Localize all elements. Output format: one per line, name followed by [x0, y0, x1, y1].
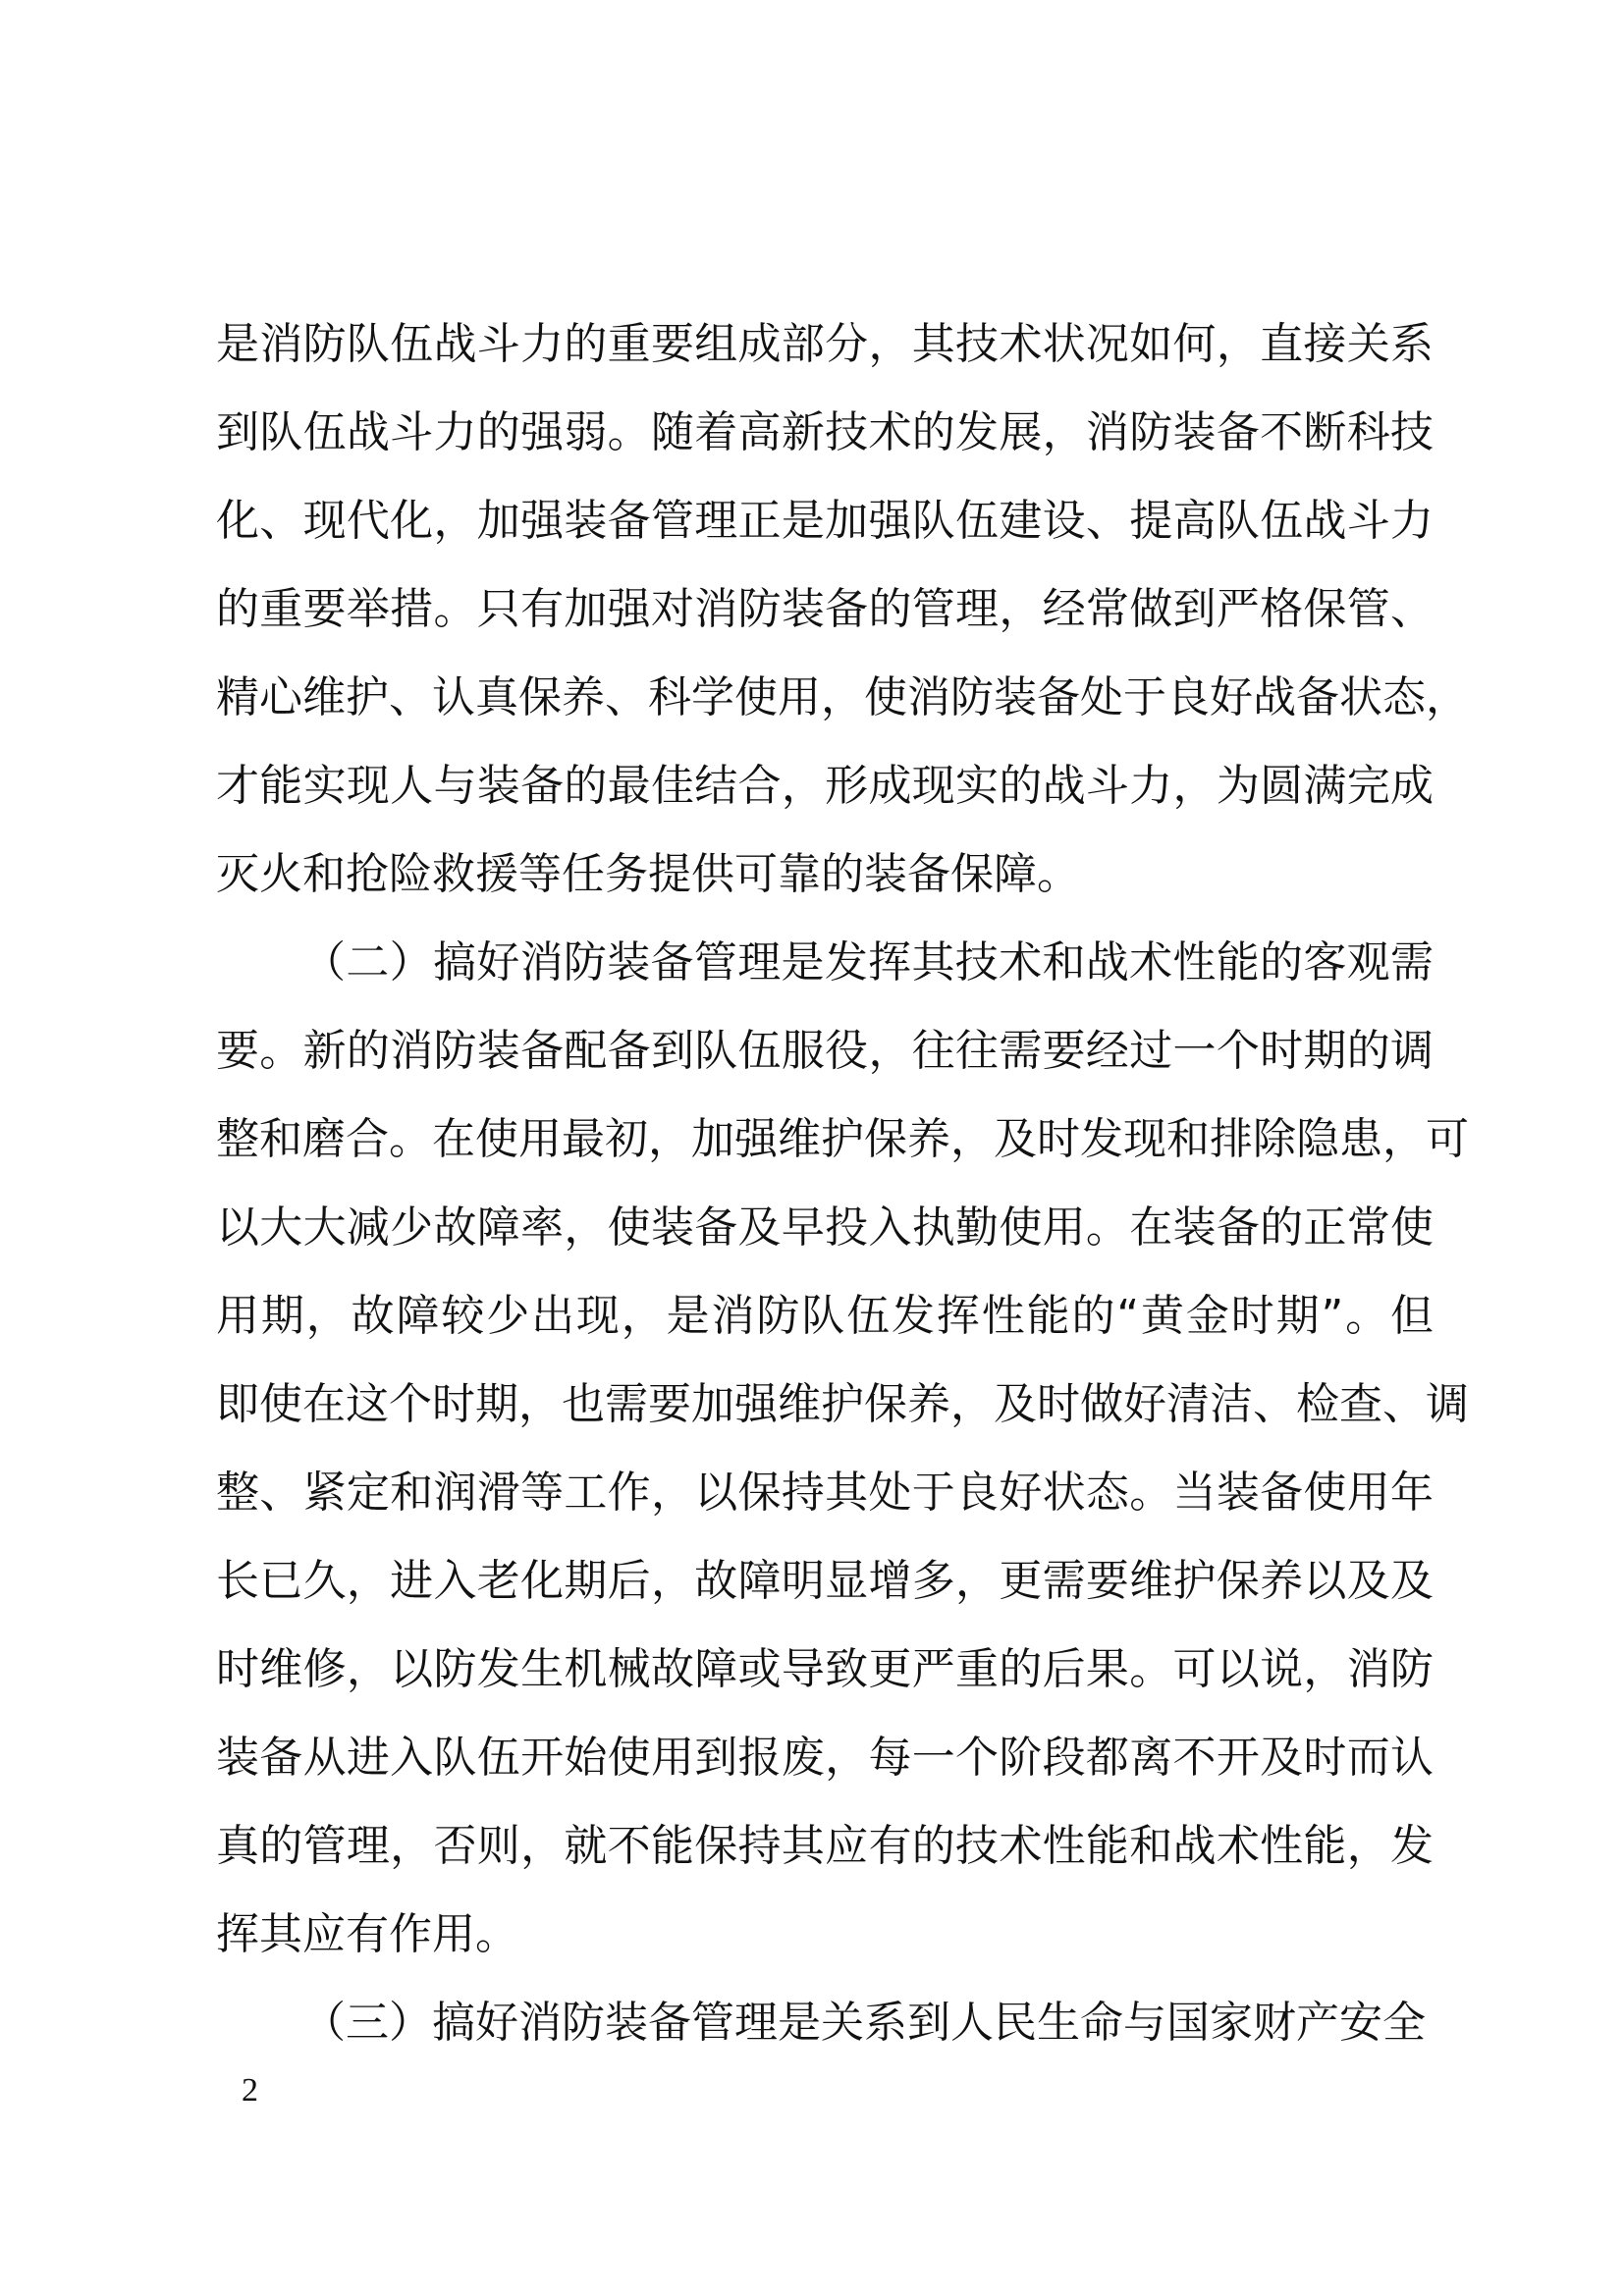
text-line: 即使在这个时期，也需要加强维护保养，及时做好清洁、检查、调	[216, 1379, 1469, 1429]
text-line: 时维修，以防发生机械故障或导致更严重的后果。可以说，消防	[216, 1644, 1434, 1694]
text-line: 挥其应有作用。	[216, 1909, 518, 1959]
text-line: 真的管理，否则，就不能保持其应有的技术性能和战术性能，发	[216, 1821, 1434, 1871]
text-line: 长已久，进入老化期后，故障明显增多，更需要维护保养以及及	[216, 1556, 1434, 1606]
text-line: 才能实现人与装备的最佳结合，形成现实的战斗力，为圆满完成	[216, 761, 1434, 811]
text-line: 整和磨合。在使用最初，加强维护保养，及时发现和排除隐患，可	[216, 1114, 1469, 1164]
text-line: 要。新的消防装备配备到队伍服役，往往需要经过一个时期的调	[216, 1026, 1434, 1076]
text-line: 精心维护、认真保养、科学使用，使消防装备处于良好战备状态，	[216, 672, 1469, 722]
text-line: 以大大减少故障率，使装备及早投入执勤使用。在装备的正常使	[216, 1202, 1434, 1253]
text-line: 到队伍战斗力的强弱。随着高新技术的发展，消防装备不断科技	[216, 407, 1434, 457]
section-heading-line: （三）搞好消防装备管理是关系到人民生命与国家财产安全	[302, 1998, 1426, 2048]
section-heading-line: （二）搞好消防装备管理是发挥其技术和战术性能的客观需	[302, 937, 1434, 988]
text-line: 装备从进入队伍开始使用到报废，每一个阶段都离不开及时而认	[216, 1733, 1434, 1783]
text-line: 灭火和抢险救援等任务提供可靠的装备保障。	[216, 849, 1080, 899]
body-text	[216, 300, 1469, 2067]
text-line: 的重要举措。只有加强对消防装备的管理，经常做到严格保管、	[216, 584, 1434, 634]
text-line: 用期，故障较少出现，是消防队伍发挥性能的“黄金时期”。但	[216, 1291, 1434, 1341]
text-line: 整、紧定和润滑等工作，以保持其处于良好状态。当装备使用年	[216, 1468, 1434, 1518]
text-line: 是消防队伍战斗力的重要组成部分，其技术状况如何，直接关系	[216, 319, 1434, 369]
text-line: 化、现代化，加强装备管理正是加强队伍建设、提高队伍战斗力	[216, 496, 1434, 546]
page-number: 2	[242, 2072, 258, 2109]
